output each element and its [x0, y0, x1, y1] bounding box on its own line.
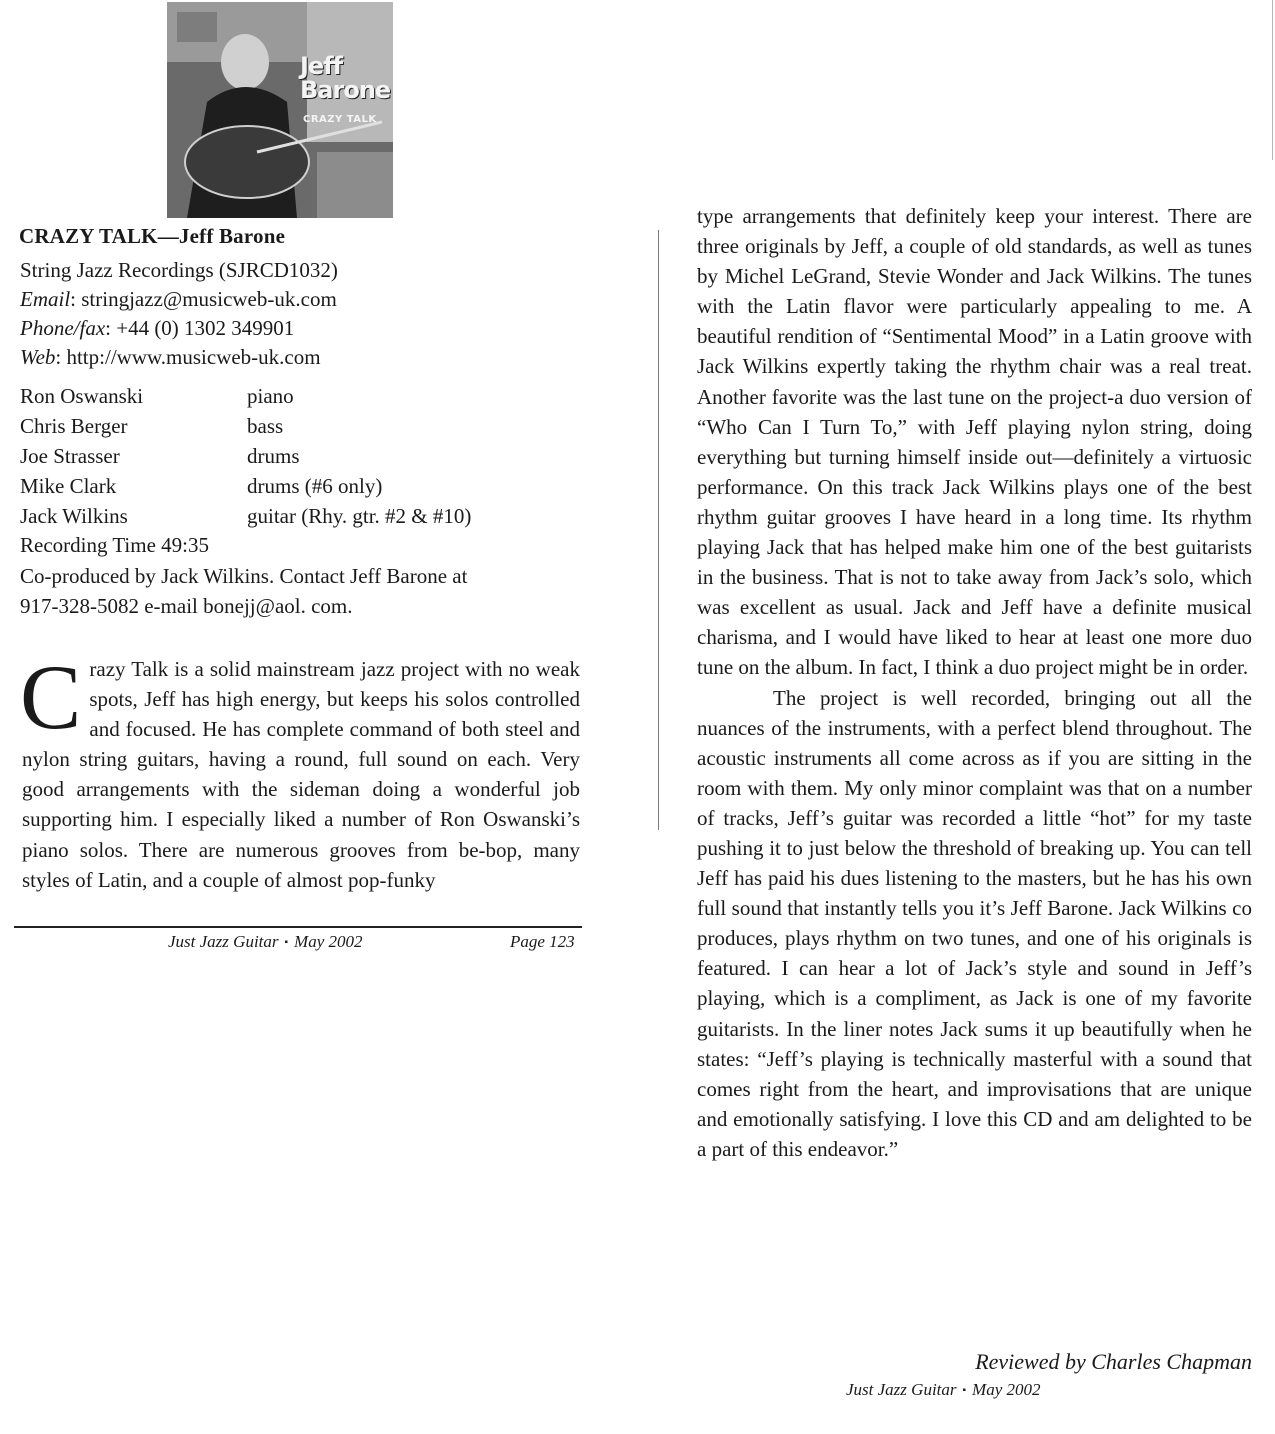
footer-left: [168, 932, 363, 952]
phone-value: : +44 (0) 1302 349901: [105, 316, 295, 340]
album-cover-image: [167, 2, 393, 218]
coproduced-line-2: 917-328-5082 e-mail bonejj@aol. com.: [20, 594, 353, 618]
personnel-role: bass: [247, 414, 284, 438]
phone-label: Phone/fax: [20, 316, 106, 340]
personnel-role: piano: [247, 384, 294, 408]
column-divider: [658, 230, 659, 830]
email-label: Email: [20, 287, 71, 311]
footer-magazine: Just Jazz Guitar: [168, 932, 279, 951]
review-heading: CRAZY TALK—Jeff Barone: [19, 224, 286, 248]
footer-magazine: Just Jazz Guitar: [846, 1380, 957, 1399]
recording-time: Recording Time 49:35: [20, 533, 210, 557]
personnel-name: Jack Wilkins: [20, 504, 128, 528]
review-text-left: razy Talk is a solid mainstream jazz project with no weak spots, Jeff has high energy, but keeps his solos controlled and focused. He has complete command of both steel and nylon string guitars, having a round, full sound on each. Very good arrangements with the sideman doing a wonderful job supporting him. I especially liked a number of Ron Oswanski’s piano solos. There are numerous grooves from be-bop, many styles of Latin, and a couple of almost pop-funky: [22, 657, 580, 892]
personnel-name: Chris Berger: [20, 414, 128, 438]
personnel-role: drums: [247, 444, 300, 468]
email-line: [20, 286, 337, 312]
album-cover-photo: [167, 2, 393, 218]
review-body-right: [697, 201, 1252, 1164]
personnel-name: Ron Oswanski: [20, 384, 144, 408]
scan-edge: [1272, 0, 1273, 160]
review-paragraph-1: type arrangements that definitely keep your interest. There are three originals by Jeff, a couple of old standards, as well as tunes by Michel LeGrand, Stevie Wonder and Jack Wilkins. The tunes with the Latin flavor were particularly appealing to me. A beautiful rendition of “Sentimental Mood” in a Latin groove with Jack Wilkins expertly taking the rhythm chair was a real treat. Another favorite was the last tune on the project-a duo version of “Who Can I Turn To,” with Jeff playing nylon string, doing everything but turning himself inside out—definitely a virtuosic performance. On this track Jack Wilkins plays one of the best rhythm guitar grooves I have heard in a long time. Its rhythm playing Jack that has helped make him one of the best guitarists in the business. That is not to take away from Jack’s solo, which was excellent as usual. Jack and Jeff have a definite musical charisma, and I would have liked to hear at least one more duo tune on the album. In fact, I think a duo project might be in order.: [697, 204, 1252, 680]
footer-separator: ▪: [284, 937, 289, 948]
personnel-name: Mike Clark: [20, 474, 117, 498]
personnel-role: drums (#6 only): [247, 474, 383, 498]
review-paragraph-2: The project is well recorded, bringing out all the nuances of the instruments, with a perfect blend throughout. The acoustic instruments all come across as if you are sitting in the room with them. My only minor complaint was that on a number of tracks, Jeff’s guitar was recorded a little “hot” for my taste pushing it to just below the threshold of breaking up. You can tell Jeff has paid his dues listening to the masters, but he has his own full sound that instantly tells you it’s Jeff Barone. Jack Wilkins co produces, plays rhythm on two tunes, and one of his originals is featured. I can hear a lot of Jack’s style and sound in Jeff’s playing, which is a compliment, as Jack is one of my favorite guitarists. In the liner notes Jack sums it up beautifully when he states: “Jeff’s playing is technically masterful with a sound that comes right from the heart, and improvisations that are unique and emotionally satisfying. I love this CD and am delighted to be a part of this endeavor.”: [697, 685, 1252, 1161]
footer-rule: [14, 926, 582, 928]
drop-cap: C: [20, 646, 82, 748]
footer-separator: ▪: [962, 1385, 967, 1396]
reviewer-credit: Reviewed by Charles Chapman: [975, 1349, 1252, 1374]
label-line: String Jazz Recordings (SJRCD1032): [20, 258, 338, 282]
cover-artist-name: Jeff Barone: [300, 52, 391, 104]
review-body-left: [20, 646, 580, 895]
personnel-name: Joe Strasser: [20, 444, 120, 468]
footer-right: [846, 1380, 1041, 1400]
web-label: Web: [20, 345, 56, 369]
web-line: [20, 344, 321, 370]
footer-issue: May 2002: [972, 1380, 1041, 1399]
coproduced-line-1: Co-produced by Jack Wilkins. Contact Jeff Barone at: [20, 564, 468, 588]
page-number: Page 123: [510, 932, 575, 951]
email-value: : stringjazz@musicweb-uk.com: [70, 287, 337, 311]
web-value: : http://www.musicweb-uk.com: [55, 345, 321, 369]
footer-issue: May 2002: [294, 932, 363, 951]
phone-line: [20, 315, 294, 341]
cover-album-title: CRAZY TALK: [303, 114, 377, 125]
personnel-role: guitar (Rhy. gtr. #2 & #10): [247, 504, 472, 528]
